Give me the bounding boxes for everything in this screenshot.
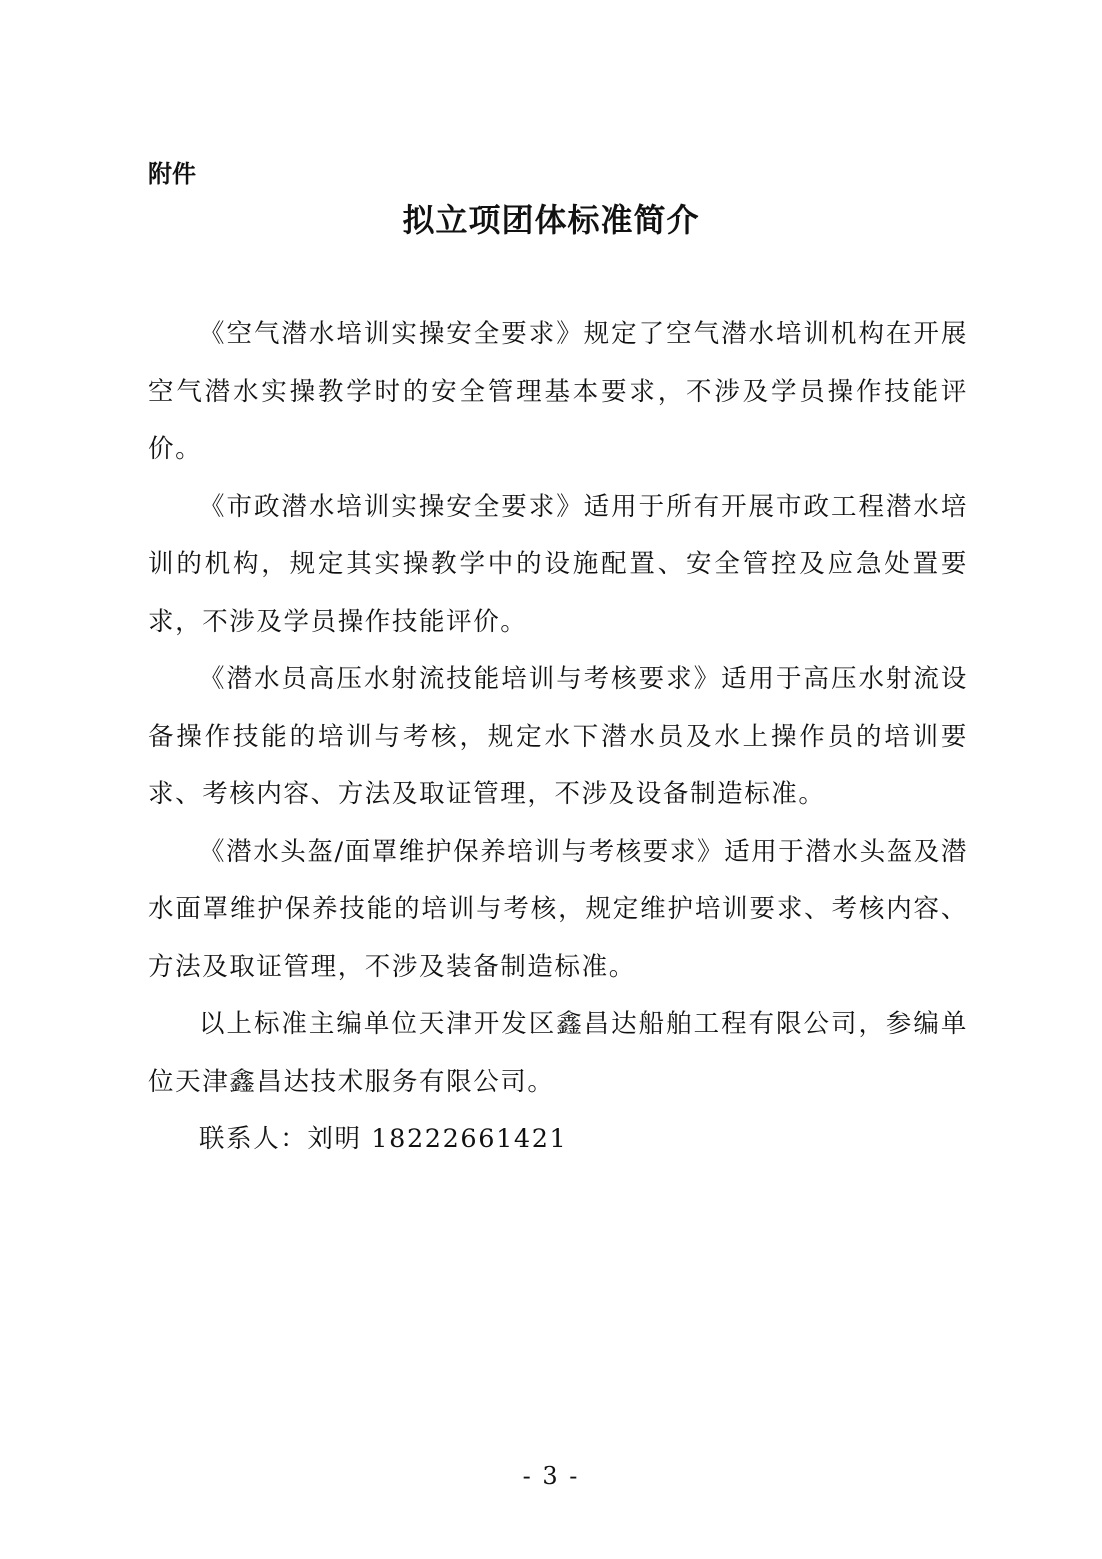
paragraph-helmet-mask: 《潜水头盔/面罩维护保养培训与考核要求》适用于潜水头盔及潜水面罩维护保养技能的培训与考核，规定维护培训要求、考核内容、方法及取证管理，不涉及装备制造标准。 (148, 836, 968, 982)
page-number: - 3 - (522, 1462, 580, 1490)
document-body (148, 306, 968, 1169)
paragraph-municipal-diving: 《市政潜水培训实操安全要求》适用于所有开展市政工程潜水培训的机构，规定其实操教学中的设施配置、安全管控及应急处置要求，不涉及学员操作技能评价。 (148, 491, 968, 637)
paragraph-water-jet: 《潜水员高压水射流技能培训与考核要求》适用于高压水射流设备操作技能的培训与考核，规定水下潜水员及水上操作员的培训要求、考核内容、方法及取证管理，不涉及设备制造标准。 (148, 664, 968, 809)
paragraph-air-diving: 《空气潜水培训实操安全要求》规定了空气潜水培训机构在开展空气潜水实操教学时的安全管理基本要求，不涉及学员操作技能评价。 (148, 319, 968, 464)
contact-line: 联系人：刘明 18222661421 (199, 1124, 568, 1154)
attachment-label: 附件 (148, 160, 196, 188)
paragraph-organizations: 以上标准主编单位天津开发区鑫昌达船舶工程有限公司，参编单位天津鑫昌达技术服务有限公司。 (148, 1009, 968, 1097)
document-title: 拟立项团体标准简介 (402, 201, 700, 239)
